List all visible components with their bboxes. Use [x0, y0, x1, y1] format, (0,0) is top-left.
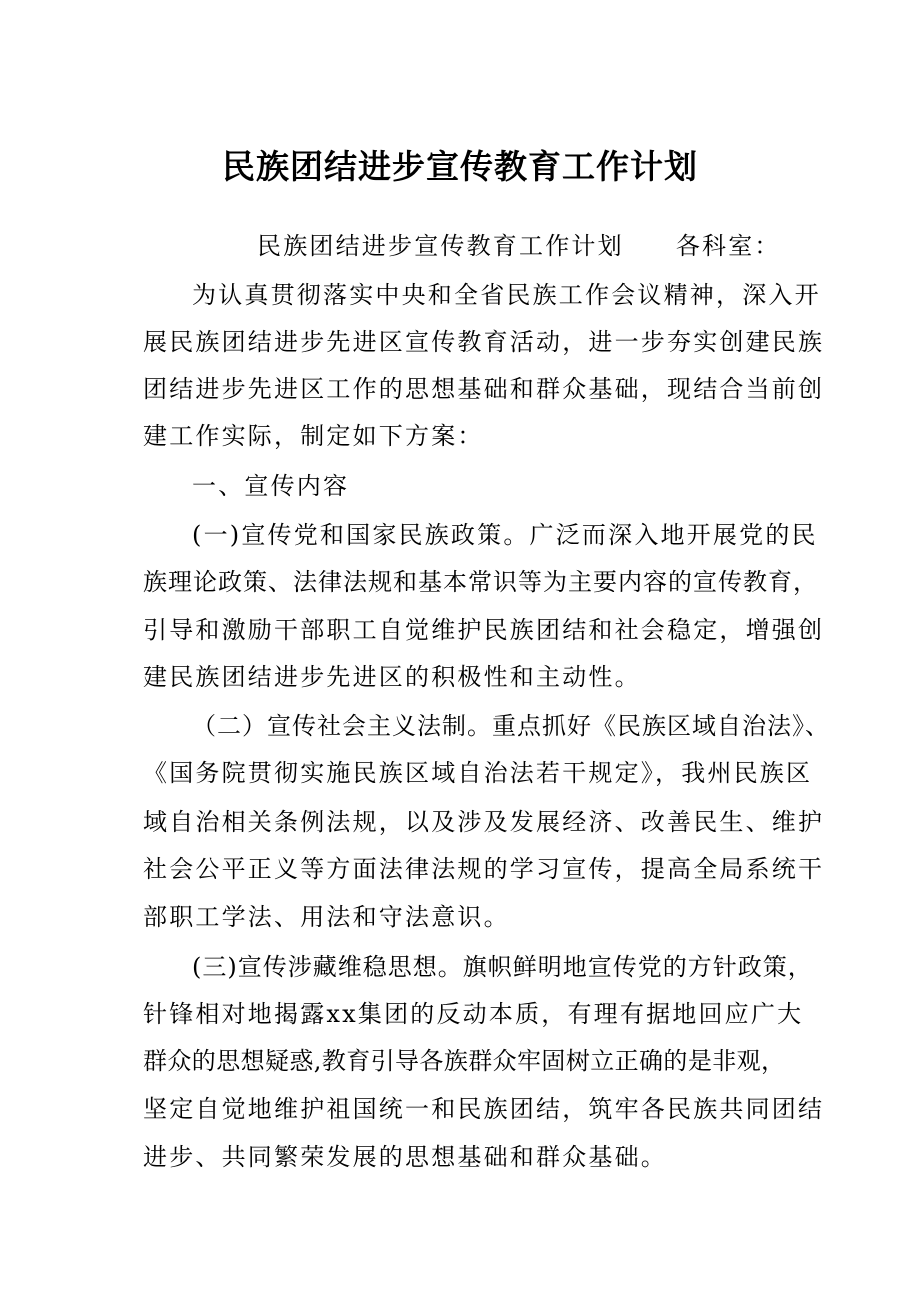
paragraph-line: 建民族团结进步先进区的积极性和主动性。: [143, 663, 641, 691]
greeting-line: [257, 230, 781, 262]
paragraph-line: 群众的思想疑惑,教育引导各族群众牢固树立正确的是非观，: [143, 1047, 786, 1075]
paragraph-line: 展民族团结进步先进区宣传教育活动，进一步夯实创建民族: [143, 328, 825, 356]
paragraph-line: 部职工学法、用法和守法意识。: [143, 903, 510, 931]
paragraph-line: 针锋相对地揭露xx集团的反动本质，有理有据地回应广大: [143, 1000, 804, 1028]
greeting-addressee: 各科室：: [675, 232, 781, 260]
paragraph-line: (一)宣传党和国家民族政策。广泛而深入地开展党的民: [192, 521, 818, 549]
paragraph-line: 团结进步先进区工作的思想基础和群众基础，现结合当前创: [143, 375, 825, 403]
paragraph-line: 社会公平正义等方面法律法规的学习宣传，提高全局系统干: [143, 855, 825, 883]
paragraph-line: 《国务院贯彻实施民族区域自治法若干规定》，我州民族区: [143, 759, 813, 787]
paragraph-line: 建工作实际，制定如下方案：: [143, 422, 484, 450]
document-title: 民族团结进步宣传教育工作计划: [222, 147, 698, 186]
paragraph-line: 坚定自觉地维护祖国统一和民族团结，筑牢各民族共同团结: [143, 1095, 825, 1123]
paragraph-line: （二）宣传社会主义法制。重点抓好《民族区域自治法》、: [192, 712, 830, 740]
paragraph-line: 为认真贯彻落实中央和全省民族工作会议精神，深入开: [192, 281, 821, 309]
section-heading: 一、宣传内容: [192, 472, 350, 500]
paragraph-line: 族理论政策、法律法规和基本常识等为主要内容的宣传教育，: [143, 568, 818, 596]
paragraph-line: 域自治相关条例法规，以及涉及发展经济、改善民生、维护: [143, 808, 825, 836]
paragraph-line: 引导和激励干部职工自觉维护民族团结和社会稳定，增强创: [143, 616, 825, 644]
greeting-doc-name: 民族团结进步宣传教育工作计划: [257, 232, 624, 260]
paragraph-line: 进步、共同繁荣发展的思想基础和群众基础。: [143, 1143, 667, 1171]
paragraph-line: (三)宣传涉藏维稳思想。旗帜鲜明地宣传党的方针政策，: [192, 953, 813, 981]
